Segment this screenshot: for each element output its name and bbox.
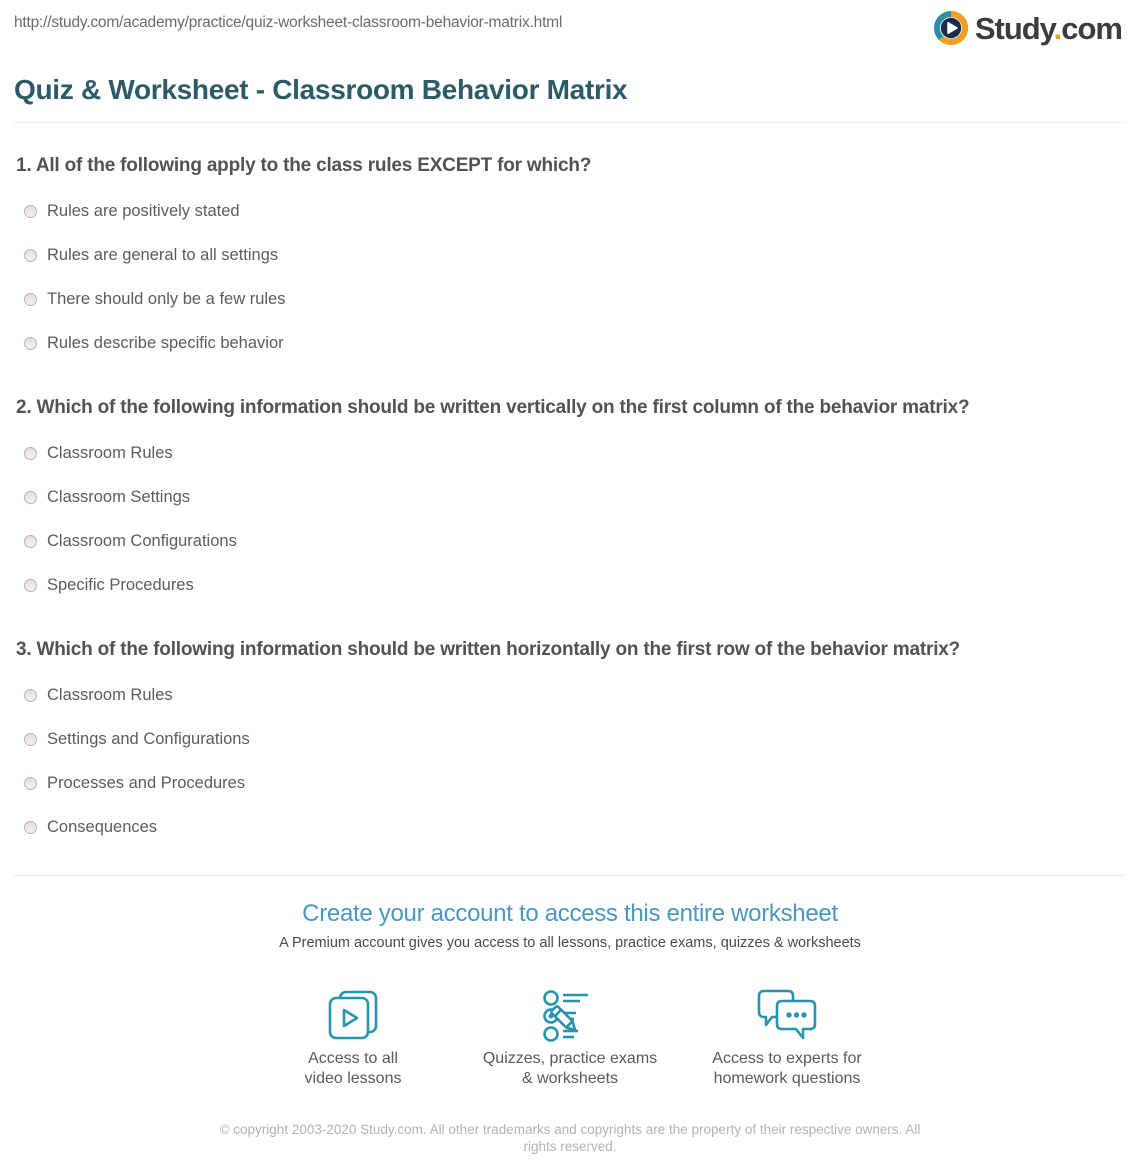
create-account-cta: [0, 900, 1140, 951]
feature-video-lessons: [245, 987, 462, 1089]
quiz-pencil-icon: [462, 987, 679, 1043]
radio-button[interactable]: [24, 777, 37, 790]
option-label: Settings and Configurations: [47, 729, 250, 748]
radio-button[interactable]: [24, 689, 37, 702]
radio-button[interactable]: [24, 337, 37, 350]
radio-button[interactable]: [24, 293, 37, 306]
radio-button[interactable]: [24, 205, 37, 218]
video-lessons-icon: [245, 987, 462, 1043]
option-label: Rules are general to all settings: [47, 245, 279, 264]
studycom-logo[interactable]: [933, 10, 1122, 46]
features-row: [0, 987, 1140, 1089]
header: [0, 0, 1140, 50]
radio-button[interactable]: [24, 579, 37, 592]
answer-option[interactable]: [16, 563, 1124, 607]
cta-subtitle: A Premium account gives you access to all lessons, practice exams, quizzes & worksheets: [279, 935, 861, 951]
answer-option[interactable]: [16, 475, 1124, 519]
question-text: 3. Which of the following information should be written horizontally on the first row of the behavior matrix?: [16, 639, 961, 660]
page-url: http://study.com/academy/practice/quiz-worksheet-classroom-behavior-matrix.html: [14, 14, 563, 31]
answer-option[interactable]: [16, 673, 1124, 717]
option-label: Consequences: [47, 817, 158, 836]
cta-heading[interactable]: Create your account to access this entire worksheet: [302, 900, 838, 927]
radio-button[interactable]: [24, 491, 37, 504]
option-label: Classroom Rules: [47, 443, 173, 462]
feature-quizzes-worksheets: [462, 987, 679, 1089]
feature-label: Access to all video lessons: [304, 1050, 402, 1087]
option-label: Processes and Procedures: [47, 773, 246, 792]
answer-option[interactable]: [16, 519, 1124, 563]
answer-option[interactable]: [16, 277, 1124, 321]
radio-button[interactable]: [24, 535, 37, 548]
divider: [14, 122, 1126, 123]
answer-option[interactable]: [16, 321, 1124, 365]
answer-option[interactable]: [16, 761, 1124, 805]
radio-button[interactable]: [24, 733, 37, 746]
option-label: Classroom Settings: [47, 487, 191, 506]
option-label: Rules describe specific behavior: [47, 333, 284, 352]
divider: [14, 875, 1126, 876]
quiz-questions: [0, 155, 1140, 849]
feature-label: Quizzes, practice exams & worksheets: [482, 1050, 658, 1087]
feature-expert-help: [679, 987, 896, 1089]
option-label: Specific Procedures: [47, 575, 194, 594]
studycom-logo-text: Study.com: [974, 10, 1122, 46]
question-text: 1. All of the following apply to the class rules EXCEPT for which?: [16, 155, 592, 176]
radio-button[interactable]: [24, 447, 37, 460]
copyright-notice: © copyright 2003-2020 Study.com. All other trademarks and copyrights are the property of their respective owners. All rights reserved.: [219, 1122, 921, 1154]
answer-option[interactable]: [16, 189, 1124, 233]
feature-label: Access to experts for homework questions: [712, 1050, 862, 1087]
option-label: Classroom Configurations: [47, 531, 237, 550]
radio-button[interactable]: [24, 821, 37, 834]
studycom-play-icon: [933, 10, 969, 46]
chat-experts-icon: [679, 987, 896, 1043]
question-text: 2. Which of the following information should be written vertically on the first column of the behavior matrix?: [16, 397, 970, 418]
question-3: [16, 639, 1124, 849]
question-2: [16, 397, 1124, 607]
option-label: Classroom Rules: [47, 685, 173, 704]
answer-option[interactable]: [16, 717, 1124, 761]
option-label: There should only be a few rules: [47, 289, 286, 308]
answer-option[interactable]: [16, 233, 1124, 277]
answer-option[interactable]: [16, 431, 1124, 475]
option-label: Rules are positively stated: [47, 201, 240, 220]
answer-option[interactable]: [16, 805, 1124, 849]
page-title: Quiz & Worksheet - Classroom Behavior Matrix: [14, 74, 628, 105]
radio-button[interactable]: [24, 249, 37, 262]
question-1: [16, 155, 1124, 365]
